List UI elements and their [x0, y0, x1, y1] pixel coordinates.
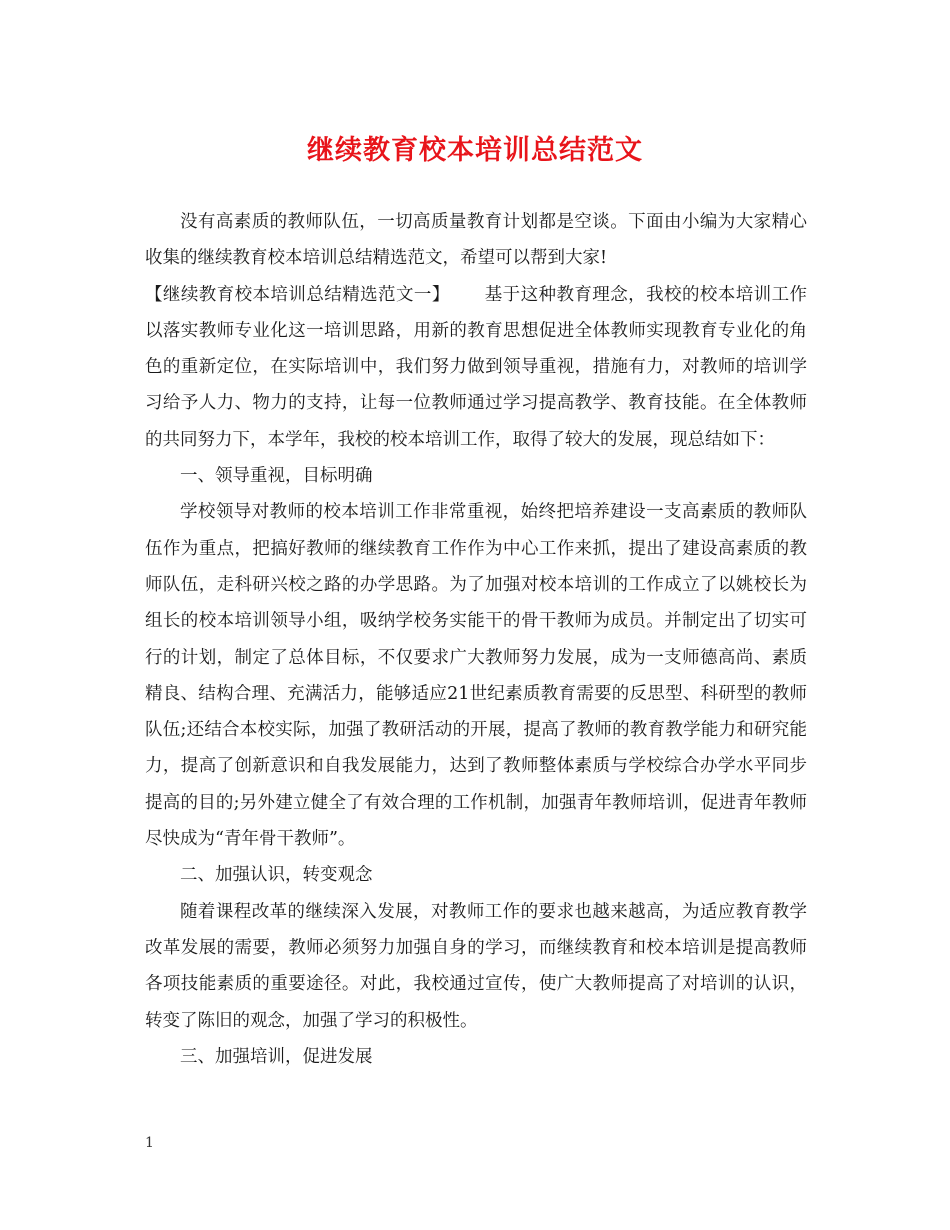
- heading-training: 三、加强培训，促进发展: [180, 1046, 373, 1067]
- section-label: 【继续教育校本培训总结精选范文一】: [145, 284, 450, 305]
- intro-paragraph: 没有高素质的教师队伍，一切高质量教育计划都是空谈。下面由小编为大家精心收集的继续教育校本培训总结精选范文，希望可以帮到大家!: [145, 212, 807, 269]
- paragraph-awareness: 随着课程改革的继续深入发展，对教师工作的要求也越来越高，为适应教育教学改革发展的需要，教师必须努力加强自身的学习，而继续教育和校本培训是提高教师各项技能素质的重要途径。对此，我校通过宣传，使广大教师提高了对培训的认识，转变了陈旧的观念，加强了学习的积极性。: [145, 901, 807, 1031]
- section-lead-text: 基于这种教育理念，我校的校本培训工作以落实教师专业化这一培训思路，用新的教育思想促进全体教师实现教育专业化的角色的重新定位，在实际培训中，我们努力做到领导重视，措施有力，对教师的培训学习给予人力、物力的支持，让每一位教师通过学习提高教学、教育技能。在全体教师的共同努力下，本学年，我校的校本培训工作，取得了较大的发展，现总结如下：: [145, 284, 807, 450]
- heading-leadership: 一、领导重视，目标明确: [180, 466, 373, 487]
- heading-awareness: 二、加强认识，转变观念: [180, 865, 373, 886]
- document-body: [145, 204, 807, 1075]
- section-paragraph: [145, 277, 807, 458]
- paragraph-leadership: 学校领导对教师的校本培训工作非常重视，始终把培养建设一支高素质的教师队伍作为重点，把搞好教师的继续教育工作作为中心工作来抓，提出了建设高素质的教师队伍，走科研兴校之路的办学思路。为了加强对校本培训的工作成立了以姚校长为组长的校本培训领导小组，吸纳学校务实能干的骨干教师为成员。并制定出了切实可行的计划，制定了总体目标，不仅要求广大教师努力发展，成为一支师德高尚、素质精良、结构合理、充满活力，能够适应21世纪素质教育需要的反思型、科研型的教师队伍;还结合本校实际，加强了教研活动的开展，提高了教师的教育教学能力和研究能力，提高了创新意识和自我发展能力，达到了教师整体素质与学校综合办学水平同步提高的目的;另外建立健全了有效合理的工作机制，加强青年教师培训，促进青年教师尽快成为“青年骨干教师”。: [145, 502, 807, 850]
- document-title: 继续教育校本培训总结范文: [307, 135, 643, 166]
- page-number: 1: [145, 1135, 154, 1151]
